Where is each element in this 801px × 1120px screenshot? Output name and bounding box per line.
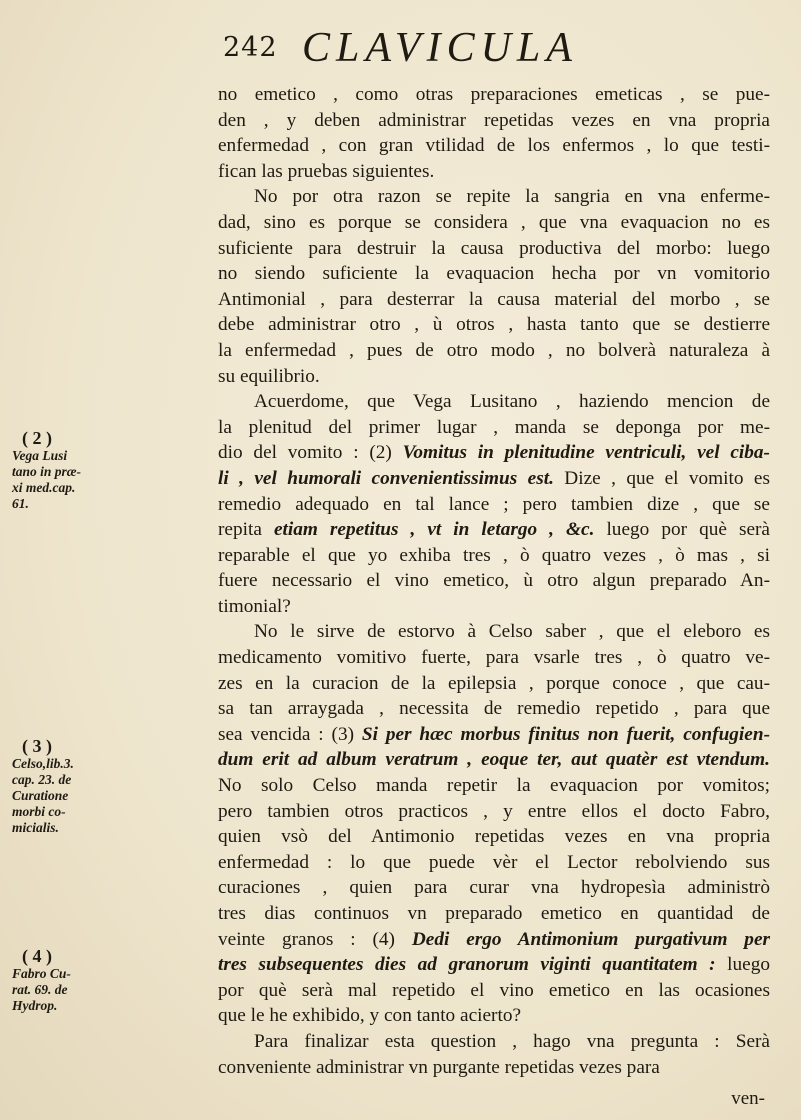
line-text: debe administrar otro , ù otros , hasta tanto que se destierre [218, 314, 770, 336]
text-line [218, 978, 770, 1004]
line-text: luego por què serà [594, 519, 770, 541]
text-line [218, 696, 770, 722]
line-text: no emetico , como otras preparaciones emeticas , se pue- [218, 84, 770, 105]
text-line [218, 440, 770, 466]
line-text: que le he exhibido, y con tanto acierto? [218, 1005, 522, 1027]
note-line: Hydrop. [12, 998, 58, 1013]
margin-note [12, 736, 98, 836]
text-line [218, 338, 770, 364]
line-text: por què serà mal repetido el vino emetico en las ocasiones [218, 979, 770, 1001]
line-text: fuere necessario el vino emetico, ù otro algun preparado An- [218, 570, 770, 592]
line-text: timonial? [218, 595, 291, 617]
text-line [218, 671, 770, 697]
line-text: fican las pruebas siguientes. [218, 160, 435, 182]
note-line: rat. 69. de [12, 982, 68, 997]
line-text: quien vsò del Antimonio repetidas vezes en vna propria [218, 826, 770, 848]
text-line [218, 747, 770, 773]
line-text: no siendo suficiente la evaquacion hecha por vn vomitorio [218, 263, 770, 285]
line-text: pero tambien otros practicos , y entre ellos el docto Fabro, [218, 800, 770, 822]
line-text: zes en la curacion de la epilepsia , porque conoce , que cau- [218, 672, 770, 694]
text-line [218, 645, 770, 671]
note-line: Celso,lib.3. [12, 756, 74, 771]
text-line [218, 389, 770, 415]
line-text: enfermedad , con gran vtilidad de los enfermos , lo que testi- [218, 135, 770, 157]
text-line [218, 82, 770, 108]
latin-quotation: dum erit ad album veratrum , eoque ter, aut quatèr est vtendum. [218, 749, 770, 771]
text-line [218, 312, 770, 338]
line-text: luego [715, 954, 770, 976]
page-header [0, 18, 801, 71]
text-line [218, 287, 770, 313]
note-mark: ( 2 ) [22, 428, 52, 448]
text-line [218, 619, 770, 645]
note-line: Fabro Cu- [12, 966, 71, 981]
text-line [218, 159, 770, 185]
line-text: dad, sino es porque se considera , que vna evaquacion no es [218, 211, 770, 233]
line-text: Para finalizar esta question , hago vna pregunta : Serà [254, 1030, 770, 1052]
text-line [218, 875, 770, 901]
text-line [218, 364, 770, 390]
line-text: suficiente para destruir la causa productiva del morbo: luego [218, 237, 770, 259]
line-text: enfermedad : lo que puede vèr el Lector rebolviendo sus [218, 851, 770, 873]
text-line [218, 773, 770, 799]
text-line [218, 722, 770, 748]
line-text: la enfermedad , pues de otro modo , no bolverà naturaleza à [218, 339, 770, 361]
text-line [218, 184, 770, 210]
latin-quotation: Vomitus in plenitudine ventriculi, vel ciba- [402, 442, 770, 464]
note-line: xi med.cap. [12, 480, 76, 495]
line-text: medicamento vomitivo fuerte, para vsarle tres , ò quatro ve- [218, 647, 770, 669]
text-line [218, 594, 770, 620]
text-line [218, 1029, 770, 1055]
text-line [218, 236, 770, 262]
latin-quotation: Si per hæc morbus finitus non fuerit, confugien- [361, 723, 770, 745]
latin-quotation: li , vel humorali convenientissimus est. [218, 467, 554, 489]
note-mark: ( 3 ) [22, 736, 52, 756]
line-text: remedio adequado en tal lance ; pero tambien dize , que se [218, 493, 770, 515]
page-number: 242 [223, 32, 278, 63]
text-line [218, 927, 770, 953]
note-mark: ( 4 ) [22, 946, 52, 966]
line-text: repita [218, 519, 274, 541]
text-line [218, 108, 770, 134]
latin-quotation: tres subsequentes dies ad granorum viginti quantitatem : [218, 954, 716, 976]
line-text: Antimonial , para desterrar la causa material del morbo , se [218, 288, 770, 310]
note-line: Curatione [12, 788, 69, 803]
catchword: ven- [731, 1088, 765, 1109]
note-line: 61. [12, 496, 29, 511]
note-line: micialis. [12, 820, 59, 835]
text-line [218, 492, 770, 518]
line-text: conveniente administrar vn purgante repetidas vezes para [218, 1056, 660, 1078]
line-text: veinte granos : (4) [218, 928, 412, 950]
text-line [218, 133, 770, 159]
note-line: cap. 23. de [12, 772, 72, 787]
latin-quotation: etiam repetitus , vt in letargo , &c. [273, 519, 595, 541]
note-line: morbi co- [12, 804, 66, 819]
text-line [218, 824, 770, 850]
line-text: tres dias continuos vn preparado emetico en quantidad de [218, 903, 770, 924]
margin-note [12, 428, 98, 512]
running-title: CLAVICULA [302, 25, 578, 71]
body-text [218, 82, 770, 1080]
line-text: su equilibrio. [218, 365, 320, 387]
text-line [218, 1055, 770, 1081]
line-text: Acuerdome, que Vega Lusitano , haziendo mencion de [254, 391, 770, 413]
text-line [218, 568, 770, 594]
line-text: sea vencida : (3) [218, 723, 362, 745]
text-line [218, 1003, 770, 1029]
note-line: Vega Lusi [12, 448, 68, 463]
text-line [218, 210, 770, 236]
text-line [218, 952, 770, 978]
margin-note [12, 946, 98, 1014]
line-text: No solo Celso manda repetir la evaquacion por vomitos; [218, 775, 770, 797]
text-line [218, 850, 770, 876]
text-line [218, 261, 770, 287]
line-text: dio del vomito : (2) [218, 442, 403, 464]
line-text: curaciones , quien para curar vna hydropesìa administrò [218, 877, 770, 899]
line-text: reparable el que yo exhiba tres , ò quatro vezes , ò mas , si [218, 544, 770, 566]
line-text: No le sirve de estorvo à Celso saber , que el eleboro es [254, 621, 770, 643]
text-line [218, 901, 770, 927]
line-text: sa tan arraygada , necessita de remedio repetido , para que [218, 698, 770, 720]
line-text: Dize , que el vomito es [553, 467, 770, 489]
line-text: la plenitud del primer lugar , manda se deponga por me- [218, 416, 770, 438]
text-line [218, 466, 770, 492]
note-line: tano in præ- [12, 464, 82, 479]
text-line [218, 543, 770, 569]
text-line [218, 517, 770, 543]
text-line [218, 799, 770, 825]
line-text: den , y deben administrar repetidas vezes en vna propria [218, 109, 770, 131]
line-text: No por otra razon se repite la sangria en vna enferme- [254, 186, 770, 208]
latin-quotation: Dedi ergo Antimonium purgativum per [411, 928, 771, 950]
text-line [218, 415, 770, 441]
